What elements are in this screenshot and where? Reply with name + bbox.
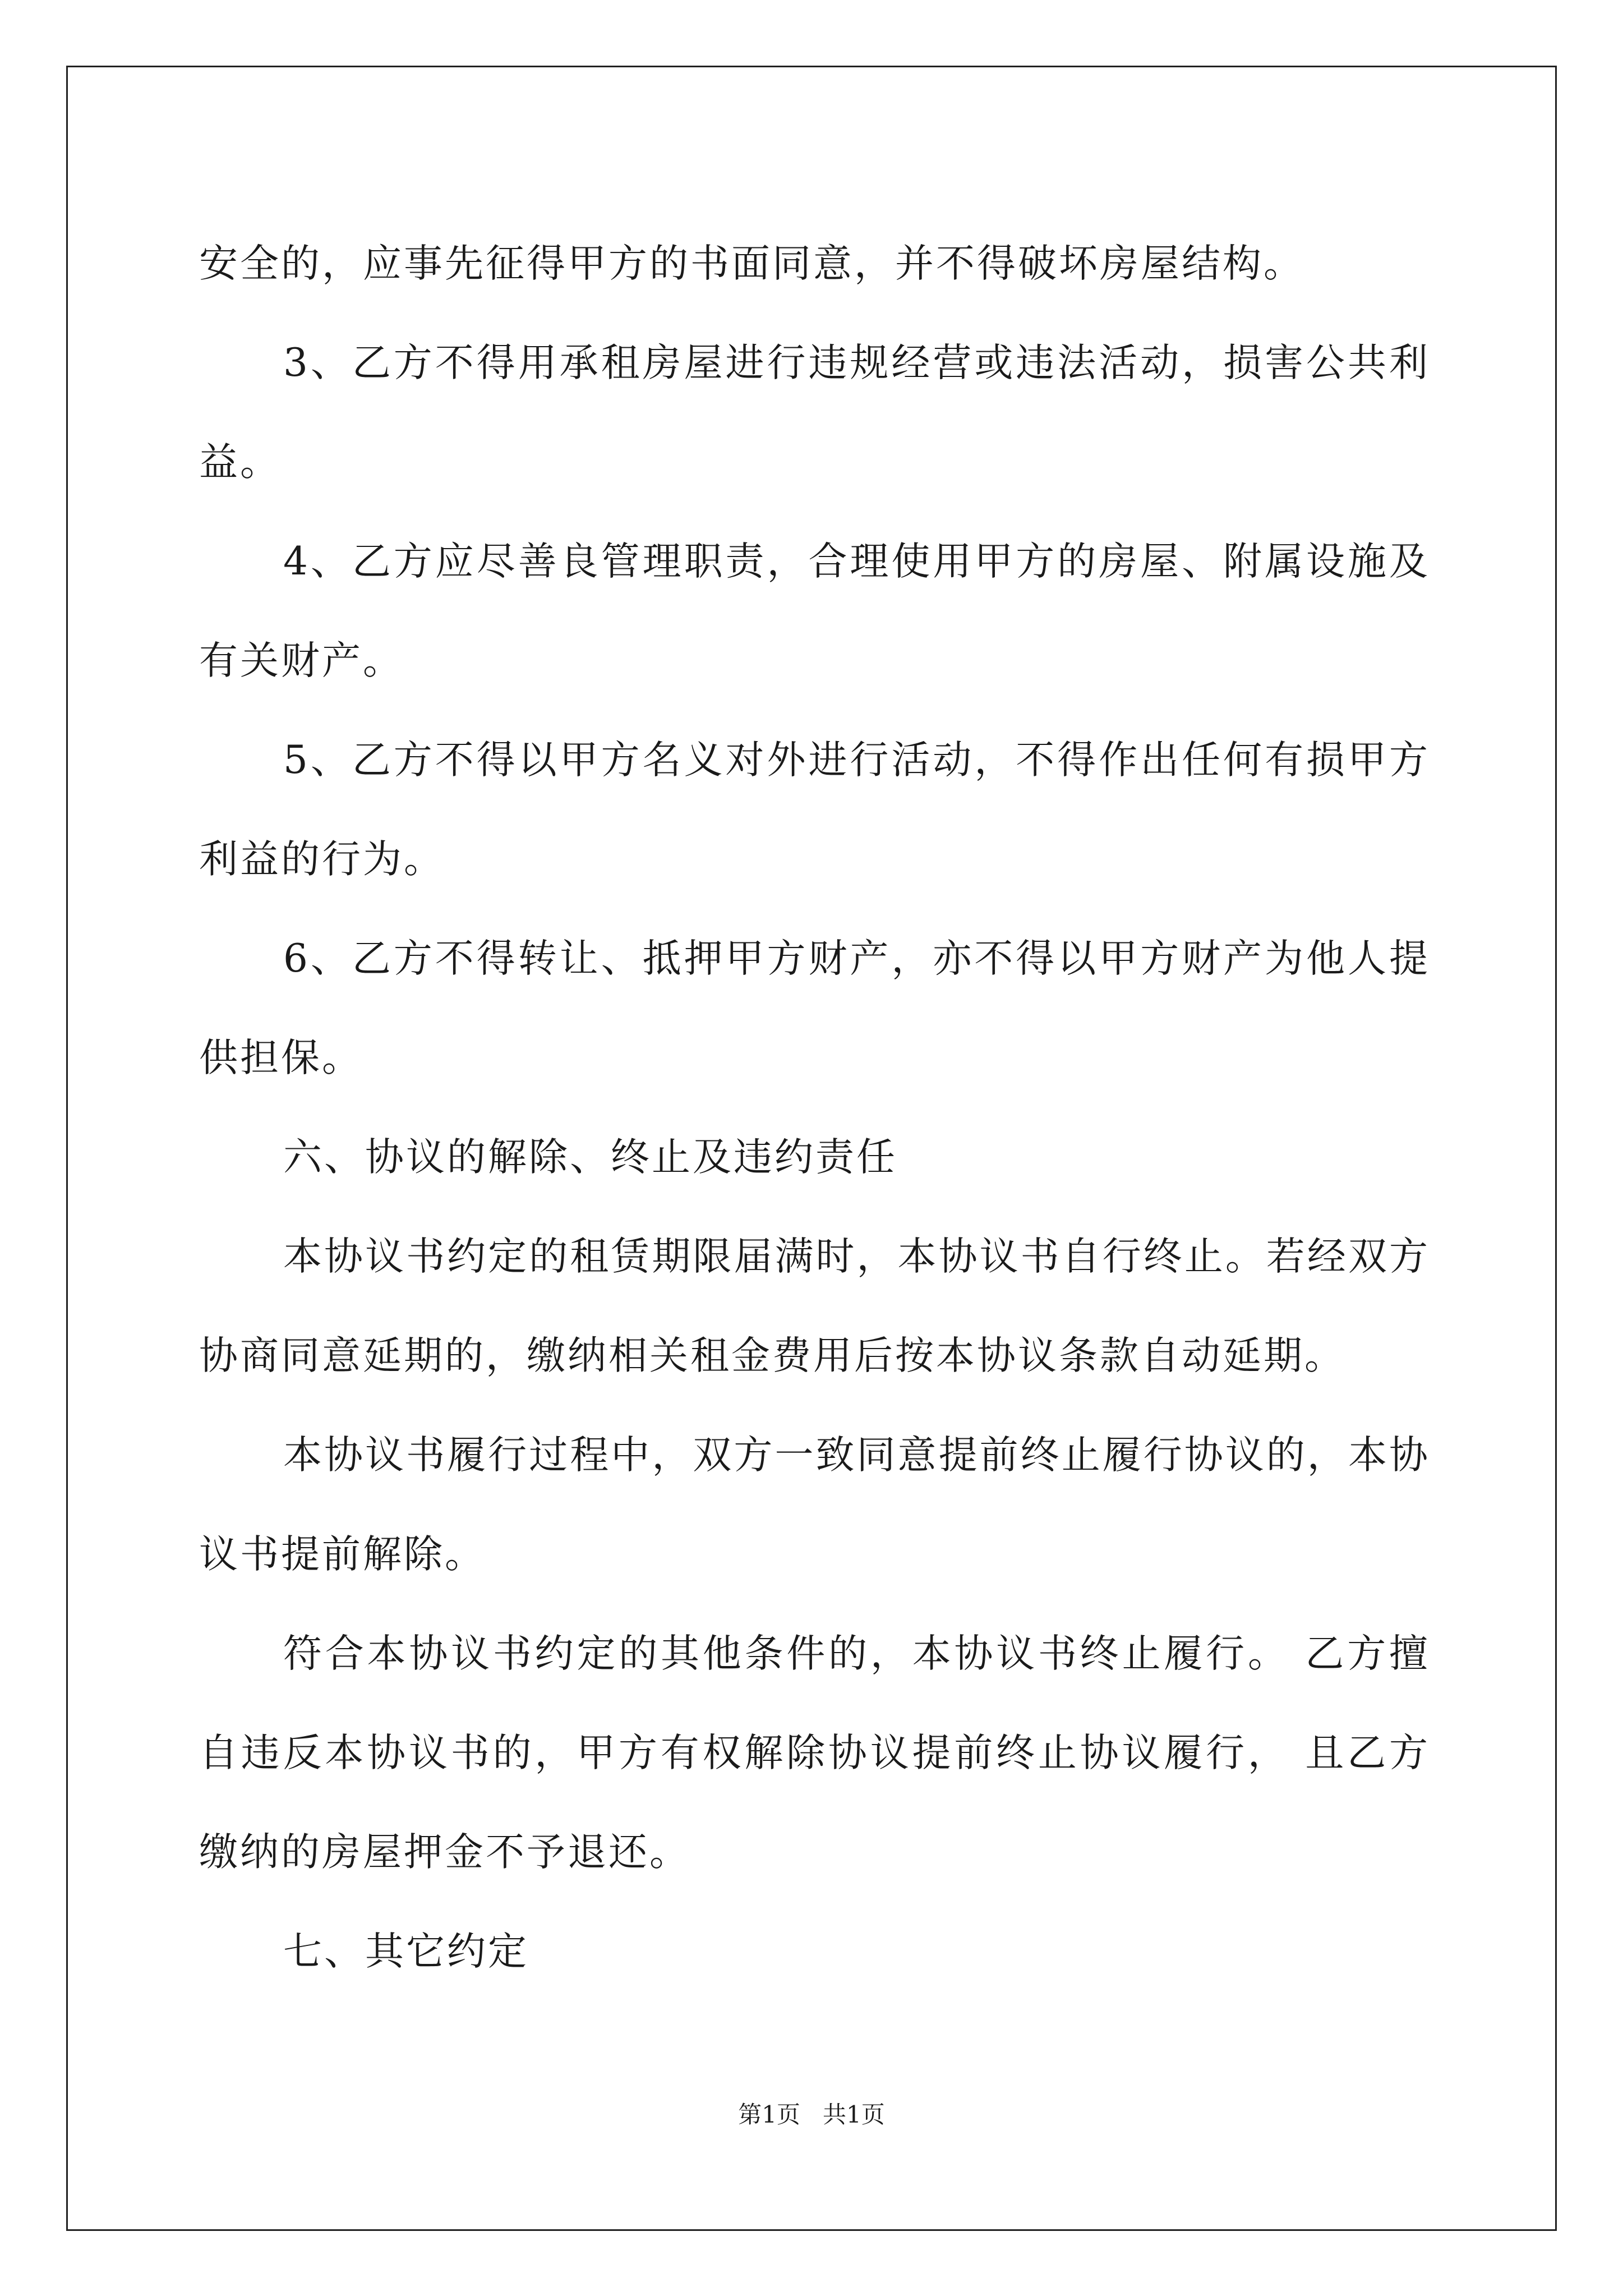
paragraph-expiry: 本协议书约定的租赁期限届满时，本协议书自行终止。若经双方协商同意延期的，缴纳相关租金费用后按本协议条款自动延期。 <box>199 1234 1430 1378</box>
page-total: 共1页 <box>823 2101 885 2128</box>
paragraph-continuation: 安全的，应事先征得甲方的书面同意，并不得破坏房屋结构。 <box>199 241 1304 286</box>
section-heading-7: 七、其它约定 <box>283 1929 529 1974</box>
clause-3: 3、乙方不得用承租房屋进行违规经营或违法活动，损害公共利益。 <box>199 341 1430 485</box>
document-body <box>199 214 1430 2001</box>
page-footer <box>0 2098 1623 2132</box>
clause-4: 4、乙方应尽善良管理职责，合理使用甲方的房屋、附属设施及有关财产。 <box>199 539 1430 683</box>
paragraph-early-termination: 本协议书履行过程中，双方一致同意提前终止履行协议的，本协议书提前解除。 <box>199 1433 1430 1577</box>
clause-6: 6、乙方不得转让、抵押甲方财产，亦不得以甲方财产为他人提供担保。 <box>199 936 1430 1080</box>
clause-5: 5、乙方不得以甲方名义对外进行活动，不得作出任何有损甲方利益的行为。 <box>199 738 1430 882</box>
page-number: 第1页 <box>738 2101 800 2128</box>
section-heading-6: 六、协议的解除、终止及违约责任 <box>283 1135 897 1180</box>
paragraph-breach: 符合本协议书约定的其他条件的，本协议书终止履行。 乙方擅自违反本协议书的，甲方有权解除协议提前终止协议履行， 且乙方缴纳的房屋押金不予退还。 <box>199 1631 1430 1875</box>
